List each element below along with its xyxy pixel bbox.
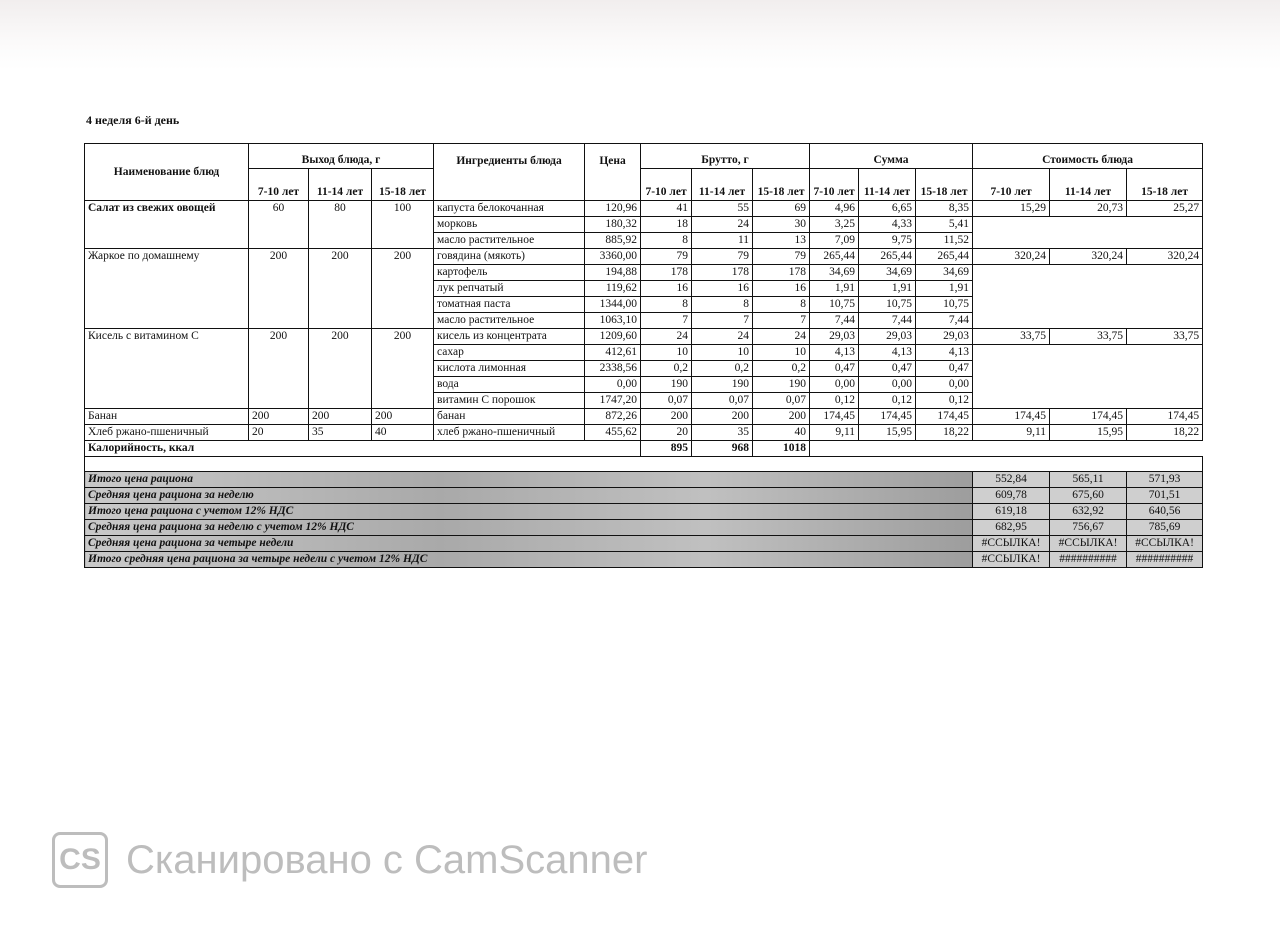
ingredient-cell: масло растительное [434, 233, 585, 249]
ingredient-cell: картофель [434, 265, 585, 281]
ingredient-cell: вода [434, 377, 585, 393]
dish-cost-cell: 320,24 [973, 249, 1050, 265]
dish-cost-cell: 18,22 [1127, 425, 1203, 441]
summary-value: 619,18 [973, 504, 1050, 520]
price-cell: 119,62 [585, 281, 641, 297]
price-cell: 1747,20 [585, 393, 641, 409]
dish-cost-blank [973, 297, 1203, 313]
brutto-cell: 200 [641, 409, 692, 425]
dish-cost-blank [973, 361, 1203, 377]
yield-cell: 200 [372, 329, 434, 409]
brutto-cell: 178 [692, 265, 753, 281]
dish-cost-cell: 174,45 [973, 409, 1050, 425]
price-cell: 1209,60 [585, 329, 641, 345]
sum-cell: 0,12 [859, 393, 916, 409]
sum-cell: 8,35 [916, 201, 973, 217]
yield-cell: 200 [309, 249, 372, 329]
ingredient-cell: морковь [434, 217, 585, 233]
summary-value: #ССЫЛКА! [1127, 536, 1203, 552]
ingredient-cell: капуста белокочанная [434, 201, 585, 217]
summary-value: 632,92 [1050, 504, 1127, 520]
calories-blank [810, 441, 1203, 457]
header-brutto-age: 7-10 лет [641, 169, 692, 201]
brutto-cell: 8 [641, 233, 692, 249]
calories-label: Калорийность, ккал [85, 441, 641, 457]
brutto-cell: 7 [692, 313, 753, 329]
dish-cost-blank [973, 393, 1203, 409]
sum-cell: 6,65 [859, 201, 916, 217]
brutto-cell: 10 [641, 345, 692, 361]
summary-value: 701,51 [1127, 488, 1203, 504]
dish-cost-blank [973, 281, 1203, 297]
header-dish-name: Наименование блюд [85, 144, 249, 201]
header-yield-age: 11-14 лет [309, 169, 372, 201]
dish-name-cell: Кисель с витамином С [85, 329, 249, 409]
brutto-cell: 8 [753, 297, 810, 313]
ingredient-cell: говядина (мякоть) [434, 249, 585, 265]
sum-cell: 174,45 [810, 409, 859, 425]
brutto-cell: 190 [692, 377, 753, 393]
ingredient-cell: кислота лимонная [434, 361, 585, 377]
summary-value: ########## [1127, 552, 1203, 568]
yield-cell: 35 [309, 425, 372, 441]
header-brutto: Брутто, г [641, 144, 810, 169]
brutto-cell: 79 [641, 249, 692, 265]
header-row-2 [85, 169, 1203, 201]
summary-row [85, 488, 1203, 504]
sum-cell: 0,00 [810, 377, 859, 393]
brutto-cell: 41 [641, 201, 692, 217]
price-cell: 0,00 [585, 377, 641, 393]
price-cell: 120,96 [585, 201, 641, 217]
dish-name-cell: Салат из свежих овощей [85, 201, 249, 249]
brutto-cell: 35 [692, 425, 753, 441]
summary-value: 640,56 [1127, 504, 1203, 520]
brutto-cell: 178 [641, 265, 692, 281]
header-cost-age: 7-10 лет [973, 169, 1050, 201]
summary-label: Средняя цена рациона за неделю [85, 488, 973, 504]
sum-cell: 15,95 [859, 425, 916, 441]
brutto-cell: 20 [641, 425, 692, 441]
price-cell: 455,62 [585, 425, 641, 441]
dish-cost-blank [973, 265, 1203, 281]
sum-cell: 7,09 [810, 233, 859, 249]
spacer-cell [85, 457, 1203, 472]
yield-cell: 60 [249, 201, 309, 249]
price-cell: 2338,56 [585, 361, 641, 377]
ingredient-cell: масло растительное [434, 313, 585, 329]
brutto-cell: 200 [692, 409, 753, 425]
yield-cell: 200 [309, 409, 372, 425]
summary-value: ########## [1050, 552, 1127, 568]
dish-cost-blank [973, 217, 1203, 233]
dish-cost-cell: 33,75 [973, 329, 1050, 345]
brutto-cell: 10 [692, 345, 753, 361]
sum-cell: 7,44 [810, 313, 859, 329]
sum-cell: 265,44 [916, 249, 973, 265]
brutto-cell: 11 [692, 233, 753, 249]
summary-value: 675,60 [1050, 488, 1127, 504]
sum-cell: 0,47 [859, 361, 916, 377]
price-cell: 1063,10 [585, 313, 641, 329]
sum-cell: 4,13 [859, 345, 916, 361]
header-sum: Сумма [810, 144, 973, 169]
brutto-cell: 16 [641, 281, 692, 297]
brutto-cell: 178 [753, 265, 810, 281]
summary-value: 565,11 [1050, 472, 1127, 488]
price-cell: 3360,00 [585, 249, 641, 265]
sum-cell: 1,91 [859, 281, 916, 297]
price-cell: 180,32 [585, 217, 641, 233]
summary-row [85, 536, 1203, 552]
sum-cell: 0,47 [916, 361, 973, 377]
summary-label: Итого цена рациона с учетом 12% НДС [85, 504, 973, 520]
dish-cost-cell: 20,73 [1050, 201, 1127, 217]
brutto-cell: 40 [753, 425, 810, 441]
header-sum-age: 11-14 лет [859, 169, 916, 201]
sum-cell: 174,45 [916, 409, 973, 425]
brutto-cell: 18 [641, 217, 692, 233]
sum-cell: 10,75 [916, 297, 973, 313]
summary-value: #ССЫЛКА! [973, 552, 1050, 568]
brutto-cell: 0,2 [692, 361, 753, 377]
calories-value: 895 [641, 441, 692, 457]
price-cell: 1344,00 [585, 297, 641, 313]
sum-cell: 29,03 [916, 329, 973, 345]
summary-label: Итого средняя цена рациона за четыре недели с учетом 12% НДС [85, 552, 973, 568]
sum-cell: 0,00 [916, 377, 973, 393]
summary-value: 785,69 [1127, 520, 1203, 536]
summary-value: 682,95 [973, 520, 1050, 536]
summary-row [85, 552, 1203, 568]
brutto-cell: 8 [641, 297, 692, 313]
brutto-cell: 16 [753, 281, 810, 297]
sum-cell: 29,03 [810, 329, 859, 345]
summary-value: 552,84 [973, 472, 1050, 488]
summary-value: 609,78 [973, 488, 1050, 504]
dish-cost-cell: 320,24 [1127, 249, 1203, 265]
yield-cell: 40 [372, 425, 434, 441]
summary-row [85, 520, 1203, 536]
brutto-cell: 0,2 [641, 361, 692, 377]
ingredient-cell: хлеб ржано-пшеничный [434, 425, 585, 441]
dish-cost-blank [973, 345, 1203, 361]
menu-body [85, 201, 1203, 568]
sum-cell: 0,12 [916, 393, 973, 409]
header-ingredients: Ингредиенты блюда [434, 144, 585, 201]
price-cell: 885,92 [585, 233, 641, 249]
dish-cost-blank [973, 233, 1203, 249]
summary-row [85, 472, 1203, 488]
summary-label: Средняя цена рациона за неделю с учетом 12% НДС [85, 520, 973, 536]
sum-cell: 7,44 [916, 313, 973, 329]
spacer-row [85, 457, 1203, 472]
sum-cell: 4,13 [810, 345, 859, 361]
sum-cell: 0,12 [810, 393, 859, 409]
header-yield-age: 7-10 лет [249, 169, 309, 201]
sum-cell: 10,75 [810, 297, 859, 313]
sum-cell: 9,75 [859, 233, 916, 249]
sum-cell: 265,44 [810, 249, 859, 265]
dish-name-cell: Банан [85, 409, 249, 425]
header-row-1 [85, 144, 1203, 169]
yield-cell: 80 [309, 201, 372, 249]
ingredient-cell: сахар [434, 345, 585, 361]
brutto-cell: 0,2 [753, 361, 810, 377]
yield-cell: 100 [372, 201, 434, 249]
camscanner-watermark [52, 832, 647, 888]
sum-cell: 9,11 [810, 425, 859, 441]
sum-cell: 7,44 [859, 313, 916, 329]
calories-value: 968 [692, 441, 753, 457]
header-yield: Выход блюда, г [249, 144, 434, 169]
sum-cell: 10,75 [859, 297, 916, 313]
sum-cell: 1,91 [810, 281, 859, 297]
sum-cell: 4,13 [916, 345, 973, 361]
calories-value: 1018 [753, 441, 810, 457]
brutto-cell: 30 [753, 217, 810, 233]
yield-cell: 200 [309, 329, 372, 409]
menu-table [84, 143, 1203, 568]
sum-cell: 5,41 [916, 217, 973, 233]
yield-cell: 200 [249, 409, 309, 425]
sum-cell: 34,69 [916, 265, 973, 281]
summary-label: Средняя цена рациона за четыре недели [85, 536, 973, 552]
brutto-cell: 0,07 [641, 393, 692, 409]
dish-cost-blank [973, 313, 1203, 329]
brutto-cell: 0,07 [692, 393, 753, 409]
header-cost-age: 11-14 лет [1050, 169, 1127, 201]
header-cost-age: 15-18 лет [1127, 169, 1203, 201]
sum-cell: 29,03 [859, 329, 916, 345]
header-price: Цена [585, 144, 641, 201]
calories-row [85, 441, 1203, 457]
brutto-cell: 24 [692, 217, 753, 233]
sum-cell: 18,22 [916, 425, 973, 441]
dish-cost-cell: 174,45 [1050, 409, 1127, 425]
brutto-cell: 10 [753, 345, 810, 361]
price-cell: 194,88 [585, 265, 641, 281]
ingredient-cell: томатная паста [434, 297, 585, 313]
yield-cell: 200 [249, 249, 309, 329]
summary-value: 571,93 [1127, 472, 1203, 488]
brutto-cell: 7 [641, 313, 692, 329]
dish-cost-cell: 15,95 [1050, 425, 1127, 441]
header-brutto-age: 15-18 лет [753, 169, 810, 201]
header-sum-age: 15-18 лет [916, 169, 973, 201]
brutto-cell: 200 [753, 409, 810, 425]
brutto-cell: 7 [753, 313, 810, 329]
brutto-cell: 0,07 [753, 393, 810, 409]
price-cell: 872,26 [585, 409, 641, 425]
table-row [85, 409, 1203, 425]
sum-cell: 11,52 [916, 233, 973, 249]
brutto-cell: 24 [641, 329, 692, 345]
camscanner-logo-icon: CS [52, 832, 108, 888]
summary-value: #ССЫЛКА! [973, 536, 1050, 552]
table-row [85, 201, 1203, 217]
dish-cost-cell: 25,27 [1127, 201, 1203, 217]
scan-shading [0, 0, 1280, 70]
brutto-cell: 16 [692, 281, 753, 297]
brutto-cell: 190 [753, 377, 810, 393]
yield-cell: 200 [372, 249, 434, 329]
yield-cell: 20 [249, 425, 309, 441]
ingredient-cell: банан [434, 409, 585, 425]
dish-cost-blank [973, 377, 1203, 393]
ingredient-cell: витамин С порошок [434, 393, 585, 409]
sum-cell: 34,69 [859, 265, 916, 281]
dish-cost-cell: 33,75 [1127, 329, 1203, 345]
dish-cost-cell: 33,75 [1050, 329, 1127, 345]
brutto-cell: 190 [641, 377, 692, 393]
ingredient-cell: лук репчатый [434, 281, 585, 297]
header-sum-age: 7-10 лет [810, 169, 859, 201]
table-row [85, 329, 1203, 345]
sum-cell: 1,91 [916, 281, 973, 297]
yield-cell: 200 [372, 409, 434, 425]
dish-cost-cell: 9,11 [973, 425, 1050, 441]
brutto-cell: 79 [753, 249, 810, 265]
table-row [85, 425, 1203, 441]
price-cell: 412,61 [585, 345, 641, 361]
sum-cell: 265,44 [859, 249, 916, 265]
yield-cell: 200 [249, 329, 309, 409]
sum-cell: 4,96 [810, 201, 859, 217]
sum-cell: 0,00 [859, 377, 916, 393]
brutto-cell: 8 [692, 297, 753, 313]
header-brutto-age: 11-14 лет [692, 169, 753, 201]
dish-cost-cell: 15,29 [973, 201, 1050, 217]
ingredient-cell: кисель из концентрата [434, 329, 585, 345]
dish-name-cell: Хлеб ржано-пшеничный [85, 425, 249, 441]
dish-cost-cell: 320,24 [1050, 249, 1127, 265]
header-yield-age: 15-18 лет [372, 169, 434, 201]
brutto-cell: 55 [692, 201, 753, 217]
camscanner-text: Сканировано с CamScanner [126, 837, 648, 882]
summary-value: #ССЫЛКА! [1050, 536, 1127, 552]
dish-cost-cell: 174,45 [1127, 409, 1203, 425]
table-row [85, 249, 1203, 265]
brutto-cell: 69 [753, 201, 810, 217]
brutto-cell: 13 [753, 233, 810, 249]
brutto-cell: 79 [692, 249, 753, 265]
summary-value: 756,67 [1050, 520, 1127, 536]
sum-cell: 174,45 [859, 409, 916, 425]
brutto-cell: 24 [753, 329, 810, 345]
sum-cell: 4,33 [859, 217, 916, 233]
sum-cell: 34,69 [810, 265, 859, 281]
header-dish-cost: Стоимость блюда [973, 144, 1203, 169]
dish-name-cell: Жаркое по домашнему [85, 249, 249, 329]
sum-cell: 0,47 [810, 361, 859, 377]
brutto-cell: 24 [692, 329, 753, 345]
sum-cell: 3,25 [810, 217, 859, 233]
summary-label: Итого цена рациона [85, 472, 973, 488]
page-title: 4 неделя 6-й день [86, 113, 180, 127]
summary-row [85, 504, 1203, 520]
